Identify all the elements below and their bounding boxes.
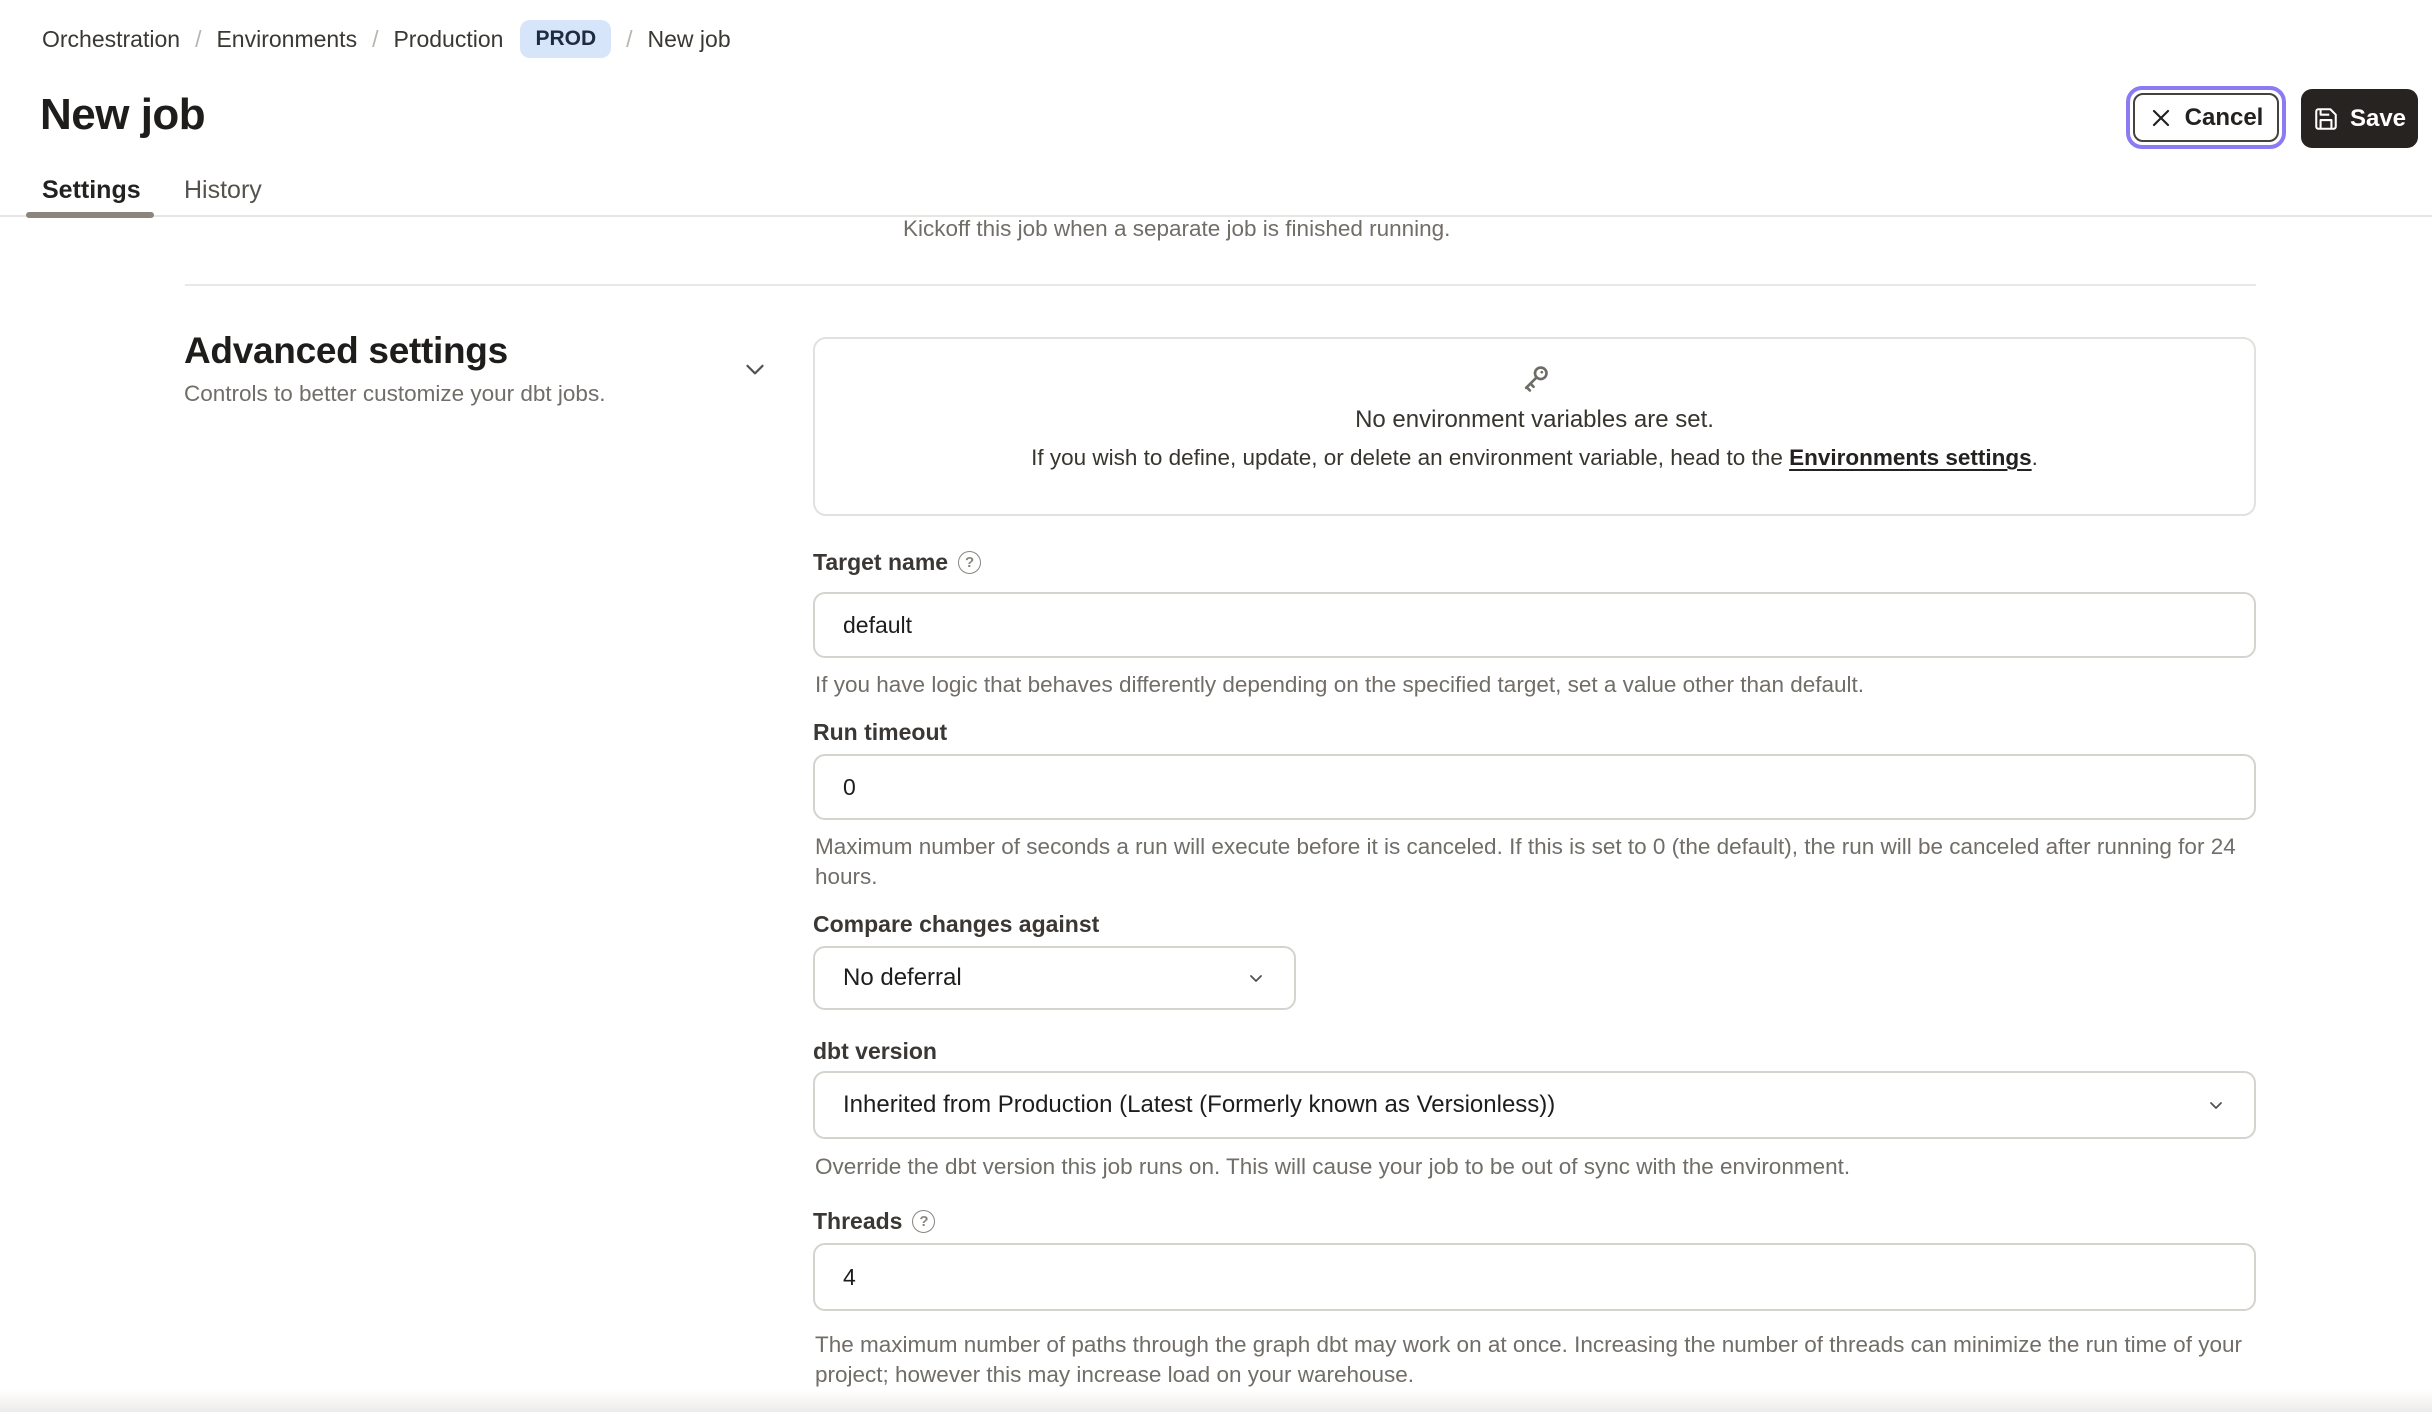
target-name-helper: If you have logic that behaves differently depending on the specified target, set a value other than default. [815, 672, 1865, 697]
dbt-version-select[interactable] [813, 1071, 2256, 1139]
breadcrumb-separator: / [626, 25, 633, 52]
active-tab-underline [26, 212, 154, 218]
threads-label [813, 1208, 935, 1235]
chevron-down-icon [2204, 1093, 2228, 1117]
trigger-description: Kickoff this job when a separate job is finished running. [903, 216, 1451, 241]
dbt-version-label-text: dbt version [813, 1038, 937, 1064]
env-empty-title: No environment variables are set. [1355, 406, 1714, 433]
advanced-settings-title: Advanced settings [184, 330, 508, 371]
close-icon [2149, 106, 2173, 130]
threads-input[interactable] [813, 1243, 2256, 1311]
cancel-button-label: Cancel [2184, 103, 2264, 131]
page-title: New job [40, 90, 206, 139]
save-button-label: Save [2349, 104, 2407, 132]
save-button[interactable] [2301, 89, 2418, 148]
help-icon[interactable]: ? [958, 551, 981, 574]
environment-variables-empty-state [813, 337, 2256, 516]
section-divider [185, 284, 2256, 286]
tab-history[interactable]: History [184, 176, 262, 204]
key-icon [815, 359, 2254, 399]
help-icon[interactable]: ? [912, 1210, 935, 1233]
compare-changes-label-text: Compare changes against [813, 911, 1100, 937]
threads-helper: The maximum number of paths through the graph dbt may work on at once. Increasing the number of threads can minimize the run time of your project; however this may increase load on your warehouse. [815, 1332, 2242, 1387]
dbt-version-helper: Override the dbt version this job runs on. This will cause your job to be out of sync with the environment. [815, 1154, 1851, 1179]
env-message-suffix: . [2031, 445, 2038, 470]
run-timeout-label-text: Run timeout [813, 719, 948, 745]
environments-settings-link[interactable]: Environments settings [1789, 445, 2032, 470]
target-name-label [813, 549, 981, 576]
compare-changes-select[interactable] [813, 946, 1296, 1010]
target-name-input[interactable] [813, 592, 2256, 658]
env-message-prefix: If you wish to define, update, or delete an environment variable, head to the [1031, 445, 1790, 470]
breadcrumb-environments[interactable]: Environments [216, 25, 358, 52]
compare-changes-label [813, 911, 1099, 938]
threads-label-text: Threads [813, 1208, 903, 1234]
run-timeout-label [813, 719, 947, 746]
bottom-scroll-fade [0, 1390, 2432, 1412]
breadcrumb-separator: / [195, 25, 202, 52]
env-empty-message [815, 445, 2254, 471]
save-icon [2313, 106, 2339, 132]
collapse-section-chevron-down-icon[interactable] [740, 354, 770, 384]
advanced-settings-description: Controls to better customize your dbt jobs. [184, 381, 606, 406]
prod-badge: PROD [520, 20, 611, 58]
breadcrumb-production[interactable]: Production [393, 25, 504, 52]
cancel-button-focus-ring [2126, 86, 2286, 149]
breadcrumb-separator: / [372, 25, 379, 52]
run-timeout-input[interactable] [813, 754, 2256, 820]
breadcrumb-orchestration[interactable]: Orchestration [42, 25, 181, 52]
run-timeout-helper: Maximum number of seconds a run will execute before it is canceled. If this is set to 0 (the default), the run will be canceled after running for 24 hours. [815, 834, 2236, 889]
target-name-label-text: Target name [813, 549, 949, 575]
cancel-button[interactable] [2133, 93, 2279, 142]
tab-settings[interactable]: Settings [42, 176, 141, 204]
dbt-version-value: Inherited from Production (Latest (Formerly known as Versionless)) [843, 1091, 1556, 1118]
breadcrumb-current: New job [647, 25, 731, 52]
compare-changes-value: No deferral [843, 964, 962, 991]
breadcrumb [42, 20, 731, 58]
chevron-down-icon [1244, 966, 1268, 990]
tab-bar [0, 168, 2432, 217]
dbt-version-label [813, 1038, 937, 1065]
